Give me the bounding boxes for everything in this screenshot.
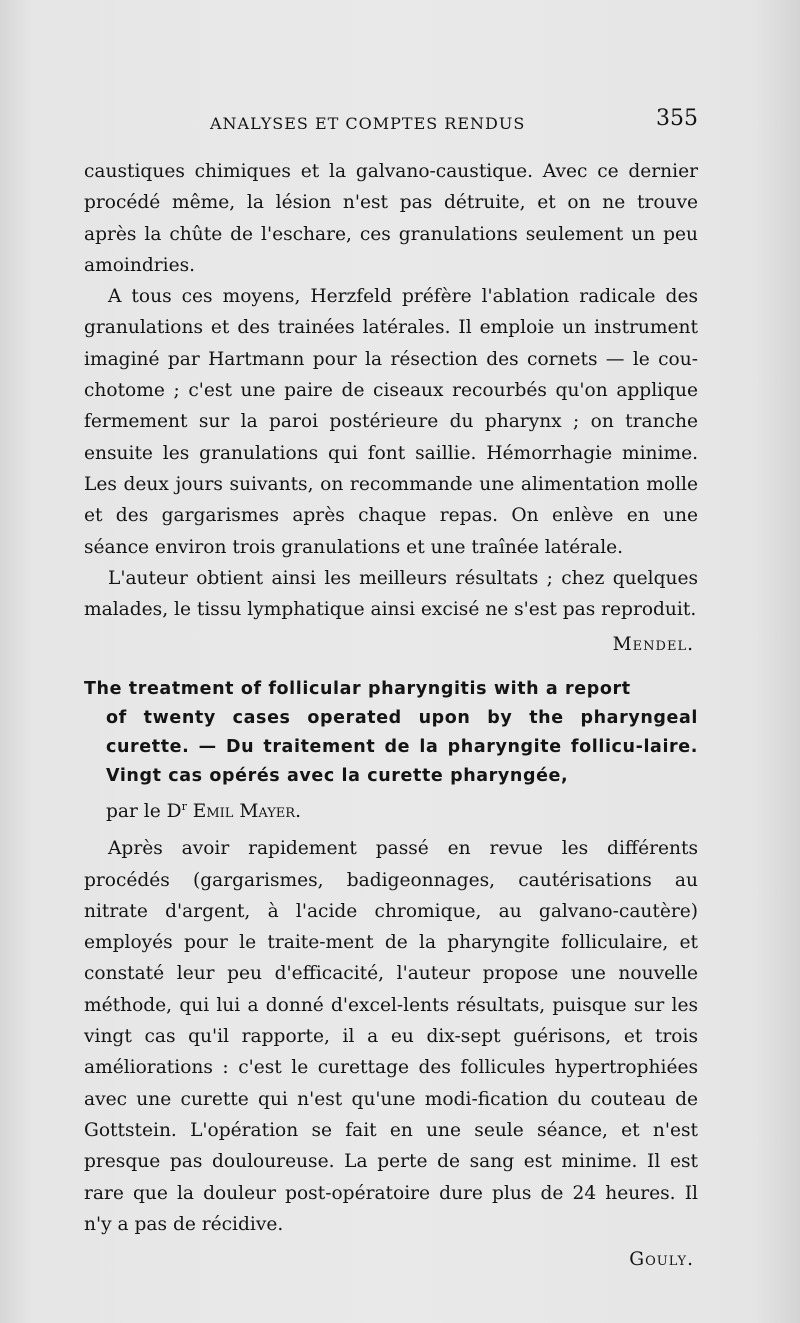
byline-superscript: r: [181, 799, 187, 813]
body-text: [84, 156, 698, 1275]
article-title-line-1: The treatment of follicular pharyngitis with a report: [84, 678, 631, 699]
byline-prefix: par le D: [106, 800, 182, 822]
byline-author: Emil Mayer.: [192, 800, 301, 822]
paragraph-3: L'auteur obtient ainsi les meilleurs résultats ; chez quelques malades, le tissu lymphatique ainsi excisé ne s'est pas reproduit.: [84, 567, 698, 621]
page-number: 355: [656, 106, 698, 131]
paragraph-1: caustiques chimiques et la galvano-caustique. Avec ce dernier procédé même, la lésion n'est pas détruite, et on ne trouve après la chûte de l'eschare, ces granulations seulement un peu amoindries.: [84, 161, 698, 276]
author-signature-gouly: Gouly.: [629, 1249, 694, 1271]
page-header: [82, 106, 706, 138]
article-title: [84, 675, 698, 791]
paragraph-2: A tous ces moyens, Herzfeld préfère l'ablation radicale des granulations et des trainées latérales. Il emploie un instrument imaginé par Hartmann pour la résection des cornets — le cou-chotome ; c'est une paire de ciseaux recourbés qu'on applique fermement sur la paroi postérieure du pharynx ; on tranche ensuite les granulations qui font saillie. Hémorrhagie minime. Les deux jours suivants, on recommande une alimentation molle et des gargarismes après chaque repas. On enlève en une séance environ trois granulations et une traînée latérale.: [84, 286, 698, 558]
paragraph-4: Après avoir rapidement passé en revue les différents procédés (gargarismes, badigeonnages, cautérisations au nitrate d'argent, à l'acide chromique, au galvano-cautère) employés pour le traite-ment de la pharyngite folliculaire, et constaté leur peu d'efficacité, l'auteur propose une nouvelle méthode, qui lui a donné d'excel-lents résultats, puisque sur les vingt cas qu'il rapporte, il a eu dix-sept guérisons, et trois améliorations : c'est le curettage des follicules hypertrophiées avec une curette qui n'est qu'une modi-fication du couteau de Gottstein. L'opération se fait en une seule séance, et n'est presque pas douloureuse. La perte de sang est minime. Il est rare que la douleur post-opératoire dure plus de 24 heures. Il n'y a pas de récidive.: [84, 838, 698, 1235]
author-signature-mendel: Mendel.: [612, 634, 694, 656]
running-head: ANALYSES ET COMPTES RENDUS: [210, 114, 526, 133]
article-byline: [84, 791, 698, 827]
article-title-continuation: of twenty cases operated upon by the pharyngeal curette. — Du traitement de la pharyngite follicu-laire. Vingt cas opérés avec la curette pharyngée,: [106, 707, 698, 786]
